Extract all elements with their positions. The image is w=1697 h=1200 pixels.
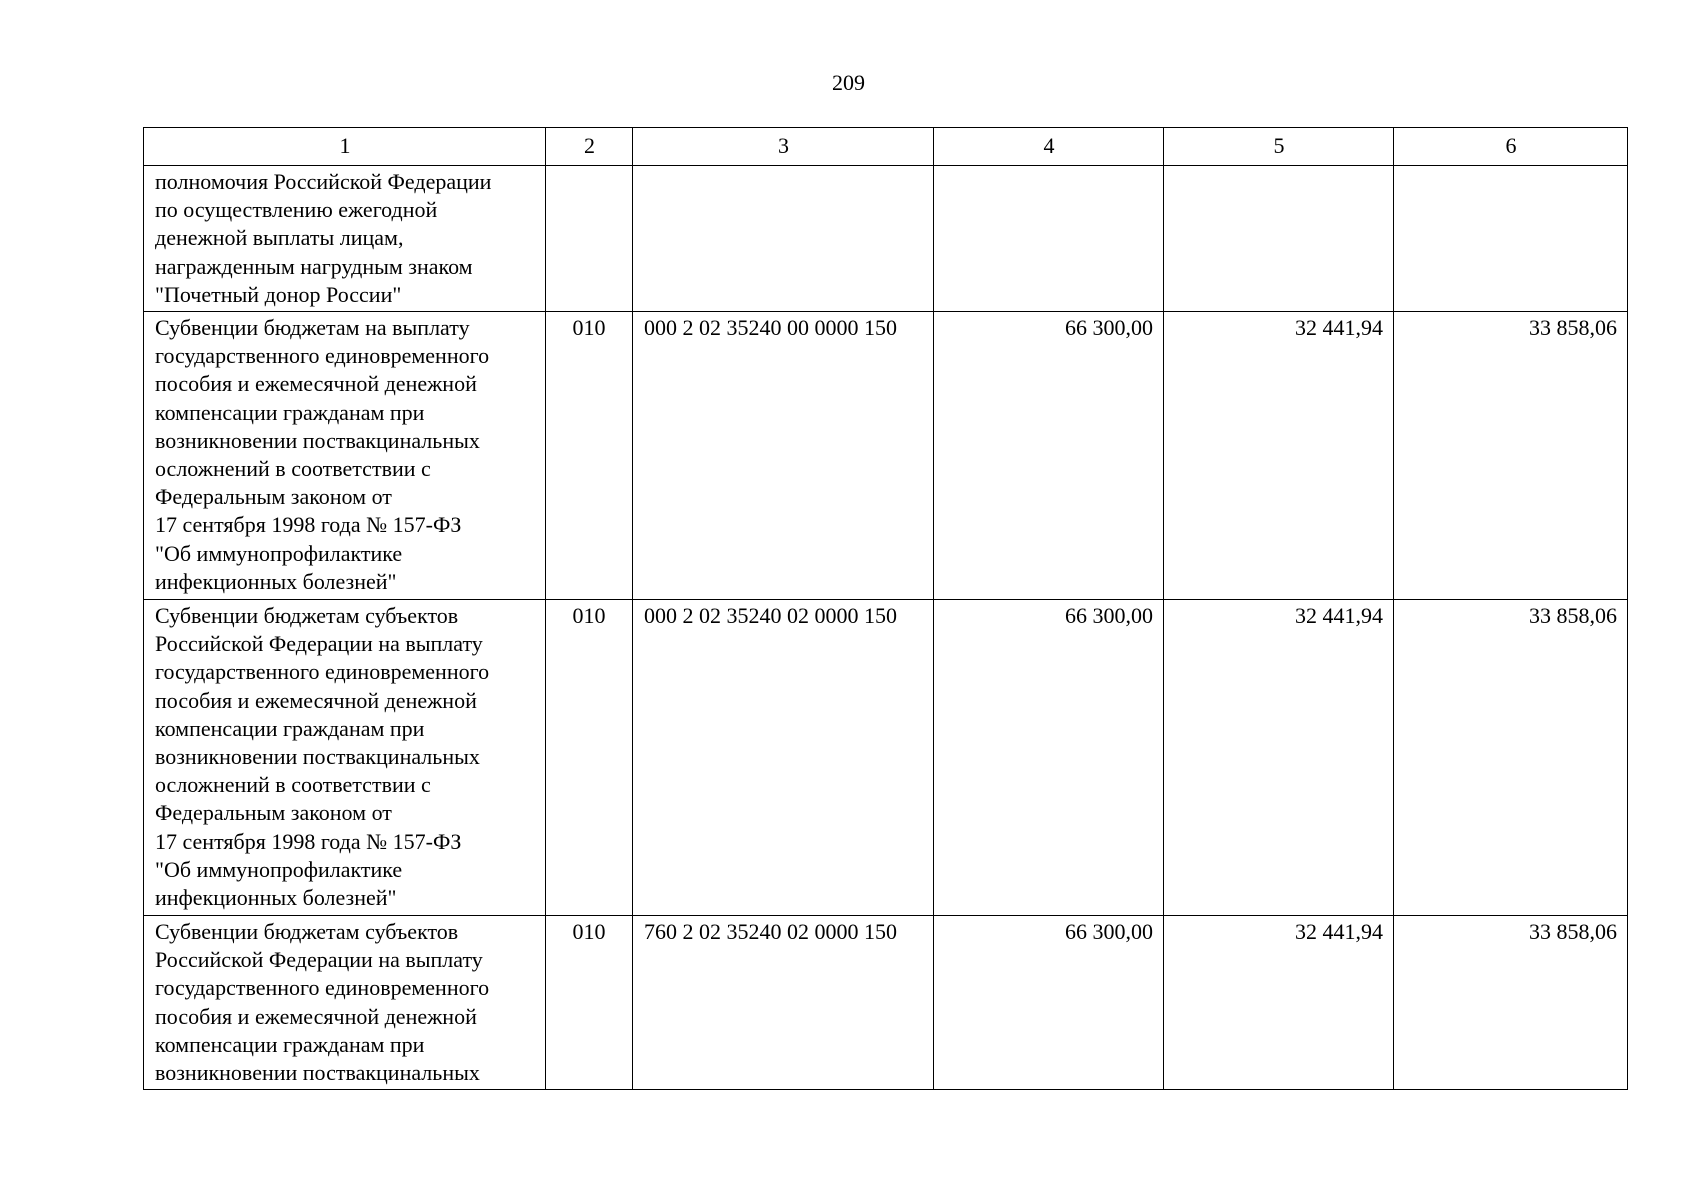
row-executed-amount: 32 441,94 (1164, 916, 1394, 1090)
table-header-row (144, 128, 1628, 166)
column-header-2: 2 (546, 128, 633, 166)
row-remaining-amount: 33 858,06 (1394, 312, 1628, 600)
row-approved-amount: 66 300,00 (934, 916, 1164, 1090)
row-remaining-amount: 33 858,06 (1394, 600, 1628, 916)
row-budget-code: 760 2 02 35240 02 0000 150 (633, 916, 934, 1090)
row-description: Субвенции бюджетам на выплату государственного единовременного пособия и ежемесячной денежной компенсации гражданам при возникновении поствакцинальных осложнений в соответствии с Федеральным законом от 17 сентября 1998 года № 157-ФЗ "Об иммунопрофилактике инфекционных болезней" (144, 312, 546, 600)
row-remaining-amount: 33 858,06 (1394, 916, 1628, 1090)
row-description: полномочия Российской Федерации по осуществлению ежегодной денежной выплаты лицам, награжденным нагрудным знаком "Почетный донор России" (144, 166, 546, 312)
row-description: Субвенции бюджетам субъектов Российской Федерации на выплату государственного единовременного пособия и ежемесячной денежной компенсации гражданам при возникновении поствакцинальных (144, 916, 546, 1090)
table-row (144, 312, 1628, 600)
page-number: 209 (832, 70, 865, 95)
row-code: 010 (546, 312, 633, 600)
row-approved-amount: 66 300,00 (934, 312, 1164, 600)
column-header-4: 4 (934, 128, 1164, 166)
row-code (546, 166, 633, 312)
row-executed-amount: 32 441,94 (1164, 600, 1394, 916)
row-executed-amount: 32 441,94 (1164, 312, 1394, 600)
row-approved-amount: 66 300,00 (934, 600, 1164, 916)
report-table (143, 127, 1628, 1090)
column-header-5: 5 (1164, 128, 1394, 166)
row-budget-code: 000 2 02 35240 00 0000 150 (633, 312, 934, 600)
column-header-1: 1 (144, 128, 546, 166)
table-row (144, 600, 1628, 916)
row-approved-amount (934, 166, 1164, 312)
row-budget-code (633, 166, 934, 312)
table-row (144, 166, 1628, 312)
row-budget-code: 000 2 02 35240 02 0000 150 (633, 600, 934, 916)
row-executed-amount (1164, 166, 1394, 312)
column-header-6: 6 (1394, 128, 1628, 166)
row-remaining-amount (1394, 166, 1628, 312)
column-header-3: 3 (633, 128, 934, 166)
row-description: Субвенции бюджетам субъектов Российской Федерации на выплату государственного единовременного пособия и ежемесячной денежной компенсации гражданам при возникновении поствакцинальных осложнений в соответствии с Федеральным законом от 17 сентября 1998 года № 157-ФЗ "Об иммунопрофилактике инфекционных болезней" (144, 600, 546, 916)
table-row (144, 916, 1628, 1090)
row-code: 010 (546, 916, 633, 1090)
row-code: 010 (546, 600, 633, 916)
